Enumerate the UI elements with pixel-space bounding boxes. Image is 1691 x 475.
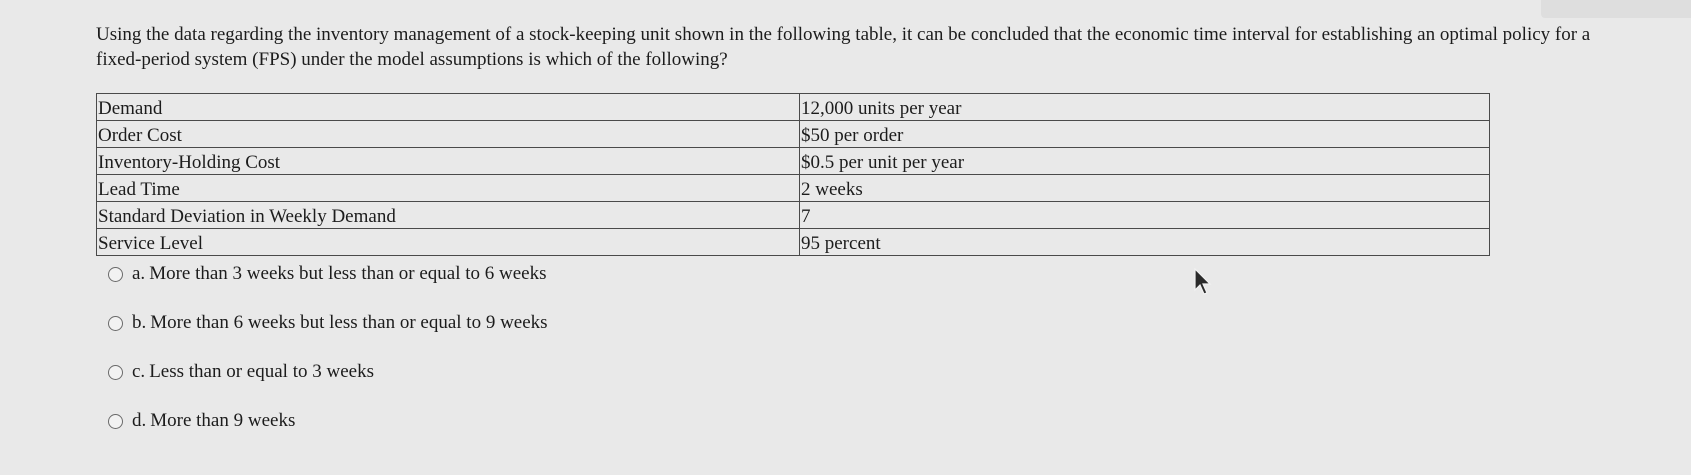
option-text[interactable]: More than 9 weeks <box>150 410 296 431</box>
option-text[interactable]: Less than or equal to 3 weeks <box>149 361 374 382</box>
table-row <box>97 94 1490 121</box>
row-label: Demand <box>97 94 800 121</box>
option-text[interactable]: More than 6 weeks but less than or equal to 9 weeks <box>150 312 548 333</box>
question-text: Using the data regarding the inventory management of a stock-keeping unit shown in the following table, it can be concluded that the economic time interval for establishing an optimal policy for a fixed-period system (FPS) under the model assumptions is which of the following? <box>96 24 1591 70</box>
row-value: 95 percent <box>800 229 1490 256</box>
radio-button-icon[interactable] <box>108 414 123 429</box>
option-a[interactable] <box>108 262 548 286</box>
table-row <box>97 202 1490 229</box>
option-d[interactable] <box>108 409 548 433</box>
radio-button-icon[interactable] <box>108 316 123 331</box>
row-label: Standard Deviation in Weekly Demand <box>97 202 800 229</box>
row-label: Order Cost <box>97 121 800 148</box>
mouse-pointer-icon <box>1193 268 1217 296</box>
option-letter: d. <box>132 410 147 431</box>
radio-button-icon[interactable] <box>108 267 123 282</box>
row-label: Lead Time <box>97 175 800 202</box>
option-b[interactable] <box>108 311 548 335</box>
option-text[interactable]: More than 3 weeks but less than or equal to 6 weeks <box>149 263 547 284</box>
table-row <box>97 175 1490 202</box>
row-value: $50 per order <box>800 121 1490 148</box>
row-value: 12,000 units per year <box>800 94 1490 121</box>
radio-button-icon[interactable] <box>108 365 123 380</box>
row-value: 7 <box>800 202 1490 229</box>
option-letter: b. <box>132 312 147 333</box>
answer-options <box>108 262 548 458</box>
row-value: $0.5 per unit per year <box>800 148 1490 175</box>
table-row <box>97 229 1490 256</box>
inventory-data-table <box>96 93 1490 256</box>
option-letter: a. <box>132 263 146 284</box>
row-value: 2 weeks <box>800 175 1490 202</box>
option-letter: c. <box>132 361 146 382</box>
table-row <box>97 121 1490 148</box>
table-row <box>97 148 1490 175</box>
top-right-bar <box>1541 0 1691 18</box>
row-label: Service Level <box>97 229 800 256</box>
option-c[interactable] <box>108 360 548 384</box>
row-label: Inventory-Holding Cost <box>97 148 800 175</box>
